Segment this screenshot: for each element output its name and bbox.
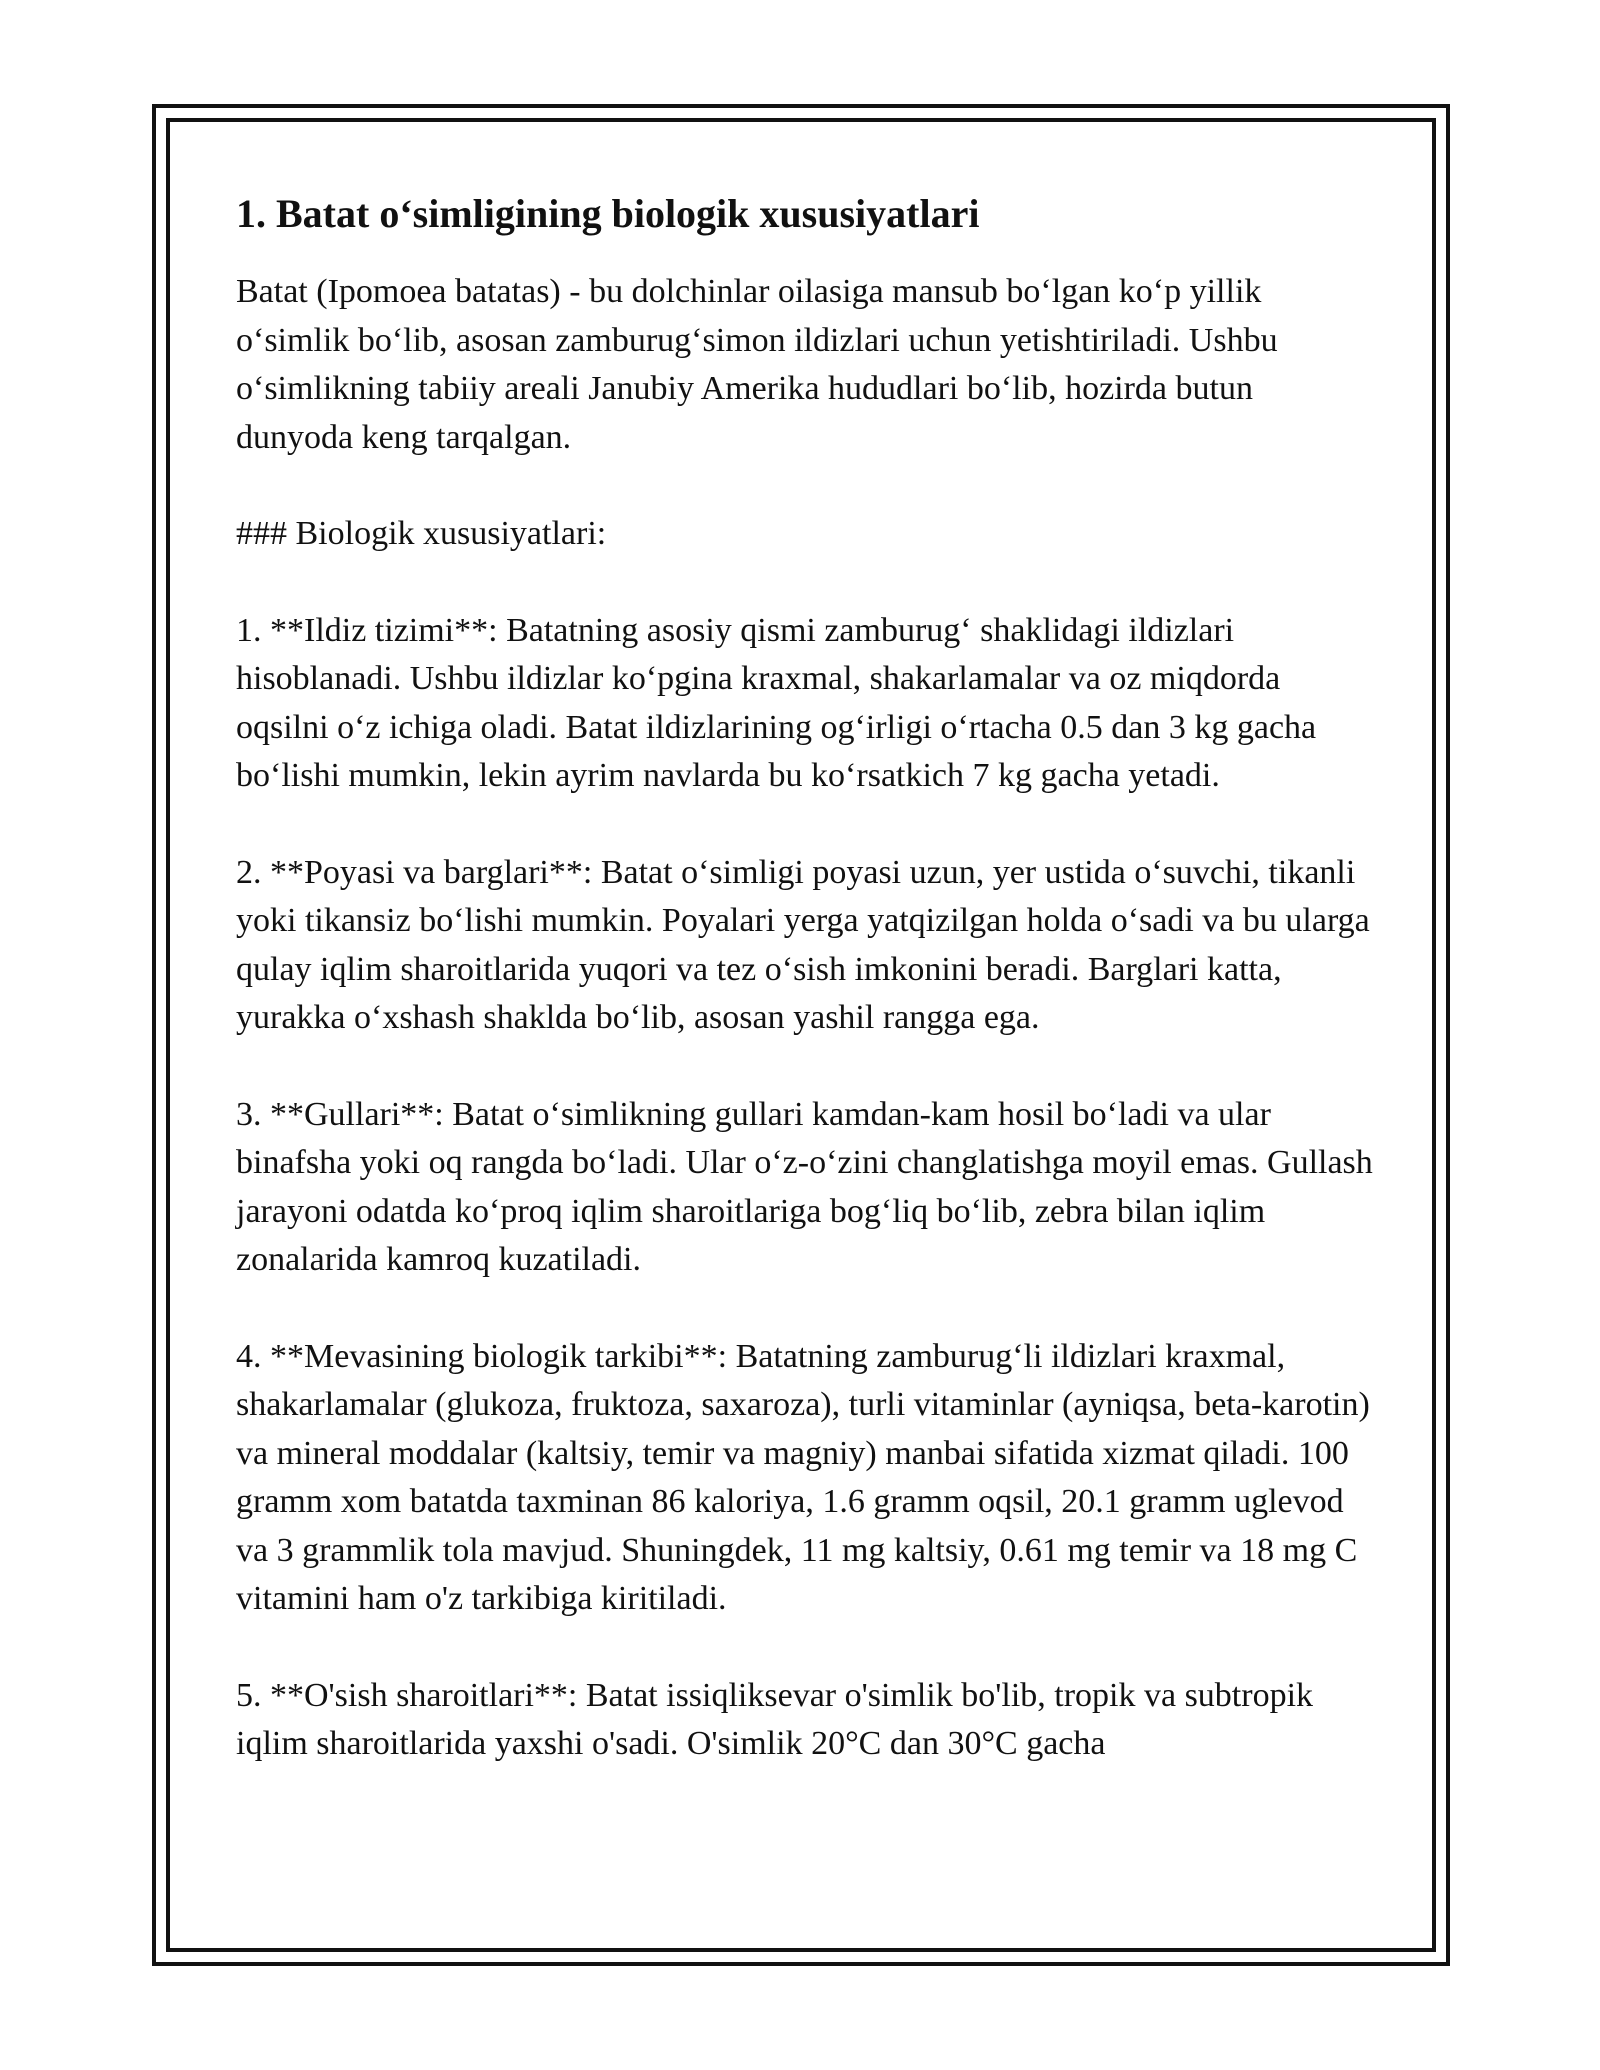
document-body bbox=[236, 186, 1376, 1817]
list-item-stem-leaves: 2. **Poyasi va barglari**: Batat o‘simligi poyasi uzun, yer ustida o‘suvchi, tikanli yoki tikansiz bo‘lishi mumkin. Poyalari yerga yatqizilgan holda o‘sadi va bu ularga qulay iqlim sharoitlarida yuqori va tez o‘sish imkonini beradi. Barglari katta, yurakka o‘xshash shaklda bo‘lib, asosan yashil rangga ega. bbox=[236, 853, 1370, 1036]
document-title: 1. Batat o‘simligining biologik xususiyatlari bbox=[236, 191, 980, 236]
list-item-root-system: 1. **Ildiz tizimi**: Batatning asosiy qismi zamburug‘ shaklidagi ildizlari hisoblanadi. Ushbu ildizlar ko‘pgina kraxmal, shakarlamalar va oz miqdorda oqsilni o‘z ichiga oladi. Batat ildizlarining og‘irligi o‘rtacha 0.5 dan 3 kg gacha bo‘lishi mumkin, lekin ayrim navlarda bu ko‘rsatkich 7 kg gacha yetadi. bbox=[236, 611, 1317, 794]
intro-paragraph: Batat (Ipomoea batatas) - bu dolchinlar oilasiga mansub bo‘lgan ko‘p yillik o‘simlik bo‘lib, asosan zamburug‘simon ildizlari uchun yetishtiriladi. Ushbu o‘simlikning tabiiy areali Janubiy Amerika hududlari bo‘lib, hozirda butun dunyoda keng tarqalgan. bbox=[236, 273, 1278, 456]
section-subheading: ### Biologik xususiyatlari: bbox=[236, 515, 607, 552]
list-item-composition: 4. **Mevasining biologik tarkibi**: Batatning zamburug‘li ildizlari kraxmal, shakarlamalar (glukoza, fruktoza, saxaroza), turli vitaminlar (ayniqsa, beta-karotin) va mineral moddalar (kaltsiy, temir va magniy) manbai sifatida xizmat qiladi. 100 gramm xom batatda taxminan 86 kaloriya, 1.6 gramm oqsil, 20.1 gramm uglevod va 3 grammlik tola mavjud. Shuningdek, 11 mg kaltsiy, 0.61 mg temir va 18 mg C vitamini ham o'z tarkibiga kiritiladi. bbox=[236, 1337, 1370, 1617]
list-item-flowers: 3. **Gullari**: Batat o‘simlikning gullari kamdan-kam hosil bo‘ladi va ular binafsha yoki oq rangda bo‘ladi. Ular o‘z-o‘zini changlatishga moyil emas. Gullash jarayoni odatda ko‘proq iqlim sharoitlariga bog‘liq bo‘lib, zebra bilan iqlim zonalarida kamroq kuzatiladi. bbox=[236, 1095, 1373, 1278]
list-item-growth-conditions: 5. **O'sish sharoitlari**: Batat issiqliksevar o'simlik bo'lib, tropik va subtropik iqlim sharoitlarida yaxshi o'sadi. O'simlik 20°C dan 30°C gacha bbox=[236, 1676, 1314, 1762]
